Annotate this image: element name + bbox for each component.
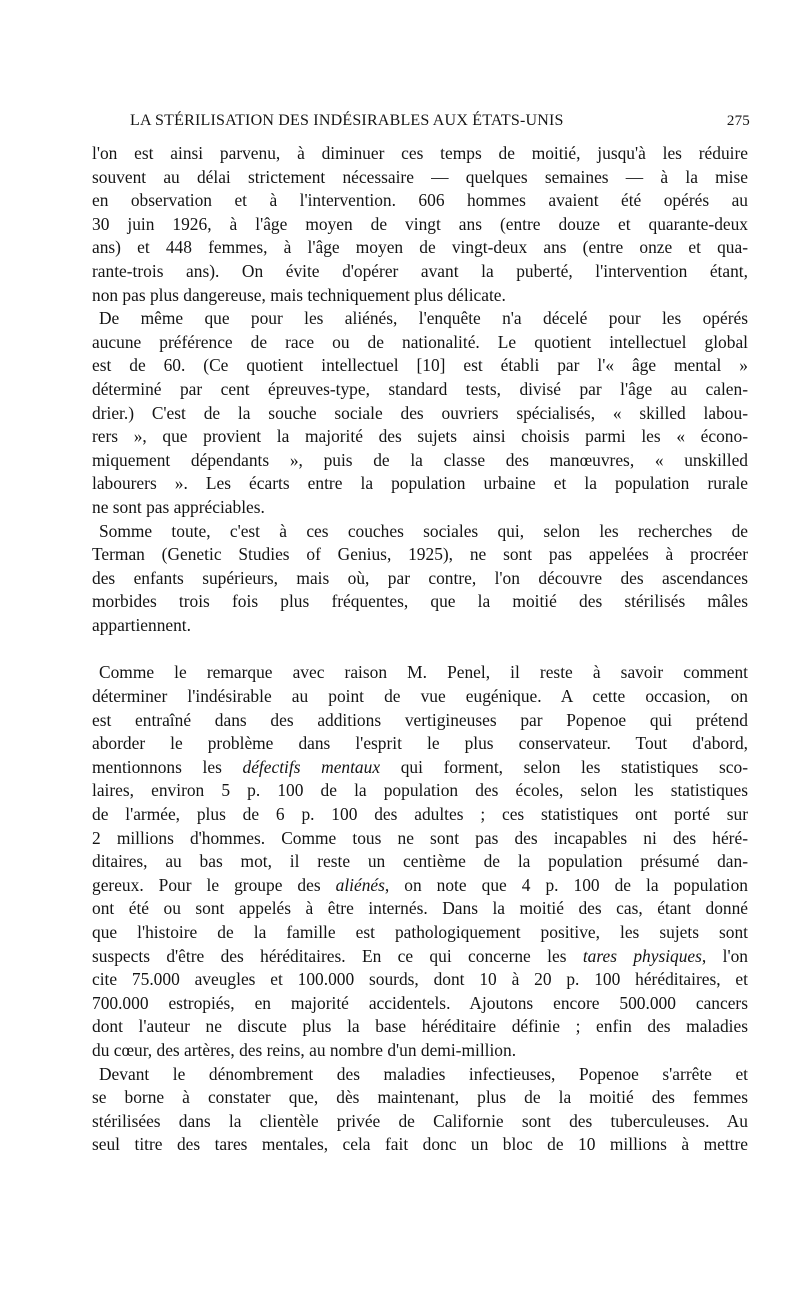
text-line: est de 60. (Ce quotient intellectuel [10] est établi par l'« âge mental » <box>92 355 748 376</box>
text-fragment: mentionnons les <box>92 756 243 777</box>
paragraph-2 <box>92 307 748 519</box>
text-line: ont été ou sont appelés à être internés. Dans la moitié des cas, étant donné <box>92 898 748 919</box>
paragraph-4 <box>92 661 748 1062</box>
text-line: non pas plus dangereuse, mais techniquement plus délicate. <box>92 284 506 305</box>
text-line: De même que pour les aliénés, l'enquête n'a décelé pour les opérés <box>99 308 748 329</box>
text-fragment: suspects d'être des héréditaires. En ce qui concerne les <box>92 945 583 966</box>
text-line: miquement dépendants », puis de la classe des manœuvres, « unskilled <box>92 449 748 470</box>
italic-term: défectifs mentaux <box>242 756 381 777</box>
text-fragment: , on note que 4 p. 100 de la population <box>384 874 748 895</box>
text-line <box>92 874 748 898</box>
body-text <box>92 142 748 1157</box>
text-line <box>92 756 748 780</box>
text-line: Comme le remarque avec raison M. Penel, il reste à savoir comment <box>99 662 748 683</box>
text-fragment: qui forment, selon les statistiques sco- <box>380 756 748 777</box>
text-line: appartiennent. <box>92 614 191 635</box>
text-line: se borne à constater que, dès maintenant, plus de la moitié des femmes <box>92 1087 748 1108</box>
text-fragment: , l'on <box>701 945 748 966</box>
italic-term: aliénés <box>335 874 385 895</box>
text-line: morbides trois fois plus fréquentes, que la moitié des stérilisés mâles <box>92 591 748 612</box>
book-page <box>92 112 748 1157</box>
text-line: ditaires, au bas mot, il reste un centième de la population présumé dan- <box>92 851 748 872</box>
page-number: 275 <box>726 113 750 129</box>
text-line: déterminer l'indésirable au point de vue eugénique. A cette occasion, on <box>92 686 748 707</box>
text-line: ans) et 448 femmes, à l'âge moyen de vingt-deux ans (entre onze et qua- <box>92 237 748 258</box>
text-line: aucune préférence de race ou de nationalité. Le quotient intellectuel global <box>92 331 748 352</box>
paragraph-5 <box>92 1063 748 1157</box>
text-line: des enfants supérieurs, mais où, par contre, l'on découvre des ascendances <box>92 567 748 588</box>
text-line: de l'armée, plus de 6 p. 100 des adultes ; ces statistiques ont porté sur <box>92 804 748 825</box>
text-line: 2 millions d'hommes. Comme tous ne sont pas des incapables ni des héré- <box>92 827 748 848</box>
text-line: du cœur, des artères, des reins, au nombre d'un demi-million. <box>92 1039 517 1060</box>
italic-term: tares physiques <box>582 945 702 966</box>
text-line: est entraîné dans des additions vertigineuses par Popenoe qui prétend <box>92 709 748 730</box>
paragraph-1 <box>92 142 748 307</box>
running-head <box>130 112 750 130</box>
text-line: Devant le dénombrement des maladies infectieuses, Popenoe s'arrête et <box>99 1063 748 1084</box>
text-line: 30 juin 1926, à l'âge moyen de vingt ans (entre douze et quarante-deux <box>92 213 748 234</box>
text-line: laires, environ 5 p. 100 de la population des écoles, selon les statistiques <box>92 780 748 801</box>
text-line: aborder le problème dans l'esprit le plus conservateur. Tout d'abord, <box>92 733 748 754</box>
text-line: Somme toute, c'est à ces couches sociales qui, selon les recherches de <box>99 520 748 541</box>
text-line: rers », que provient la majorité des sujets ainsi choisis parmi les « écono- <box>92 426 748 447</box>
text-line: drier.) C'est de la souche sociale des ouvriers spécialisés, « skilled labou- <box>92 402 748 423</box>
text-line: labourers ». Les écarts entre la population urbaine et la population rurale <box>92 473 748 494</box>
running-head-title: LA STÉRILISATION DES INDÉSIRABLES AUX ÉTATS-UNIS <box>130 112 564 129</box>
text-line: souvent au délai strictement nécessaire — quelques semaines — à la mise <box>92 166 748 187</box>
text-line <box>92 945 748 969</box>
text-line: stérilisées dans la clientèle privée de Californie sont des tuberculeuses. Au <box>92 1110 748 1131</box>
text-line: 700.000 estropiés, en majorité accidentels. Ajoutons encore 500.000 cancers <box>92 992 748 1013</box>
text-line: Terman (Genetic Studies of Genius, 1925), ne sont pas appelées à procréer <box>92 544 748 565</box>
text-line: cite 75.000 aveugles et 100.000 sourds, dont 10 à 20 p. 100 héréditaires, et <box>92 969 748 990</box>
text-line: déterminé par cent épreuves-type, standard tests, divisé par l'âge au calen- <box>92 378 748 399</box>
text-line: en observation et à l'intervention. 606 hommes avaient été opérés au <box>92 190 748 211</box>
text-line: l'on est ainsi parvenu, à diminuer ces temps de moitié, jusqu'à les réduire <box>92 143 748 163</box>
text-line: ne sont pas appréciables. <box>92 496 265 517</box>
text-line: dont l'auteur ne discute plus la base héréditaire définie ; enfin des maladies <box>92 1016 748 1037</box>
text-line: rante-trois ans). On évite d'opérer avant la puberté, l'intervention étant, <box>92 260 748 281</box>
paragraph-3 <box>92 520 748 638</box>
text-fragment: gereux. Pour le groupe des <box>92 874 336 895</box>
text-line: que l'histoire de la famille est pathologiquement positive, les sujets sont <box>92 922 748 942</box>
text-line: seul titre des tares mentales, cela fait donc un bloc de 10 millions à mettre <box>92 1134 748 1155</box>
